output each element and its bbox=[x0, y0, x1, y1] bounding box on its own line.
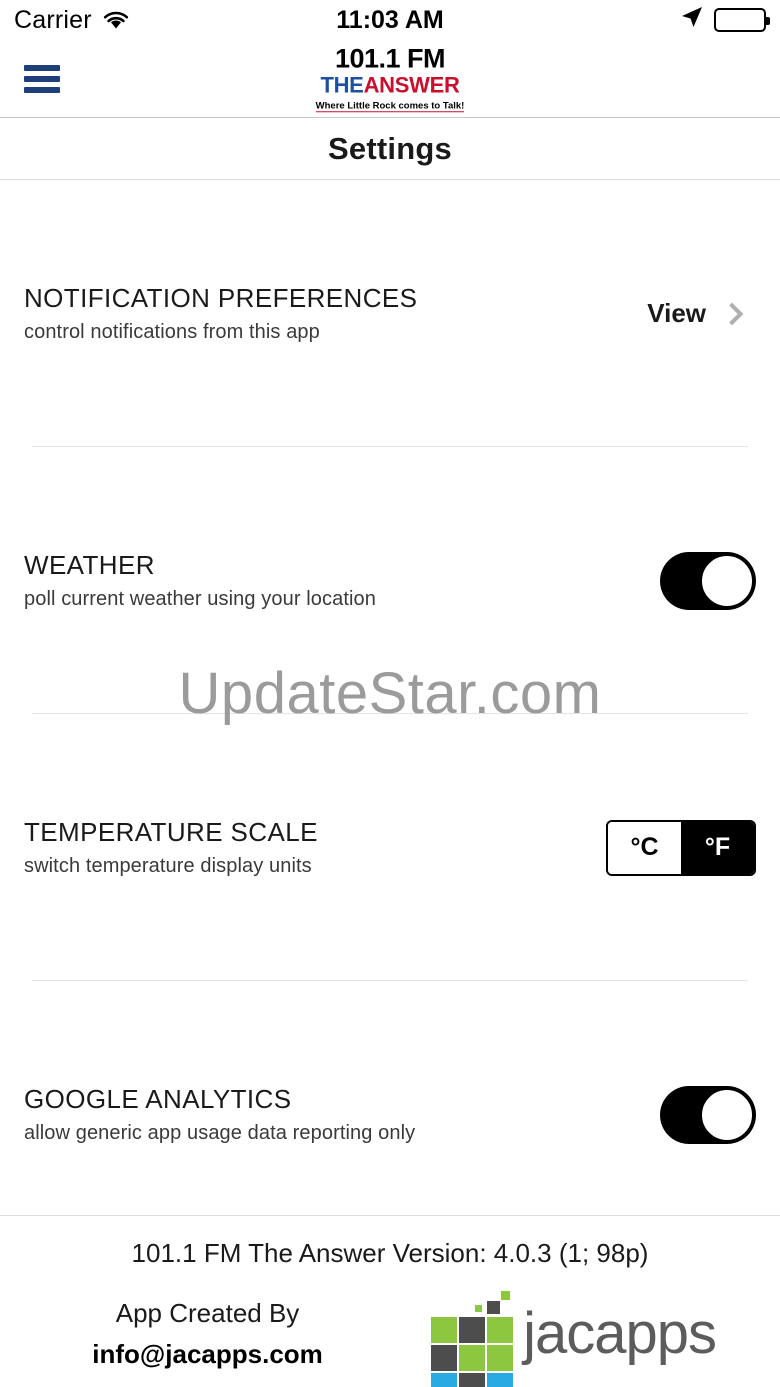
row-text-group bbox=[24, 1084, 660, 1145]
settings-row-google-analytics bbox=[0, 981, 780, 1248]
status-bar bbox=[0, 0, 780, 40]
row-title: GOOGLE ANALYTICS bbox=[24, 1084, 292, 1114]
footer bbox=[0, 1215, 780, 1387]
logo-name bbox=[280, 71, 500, 97]
row-text-group bbox=[24, 550, 660, 611]
row-subtitle: allow generic app usage data reporting only bbox=[24, 1122, 416, 1144]
view-button[interactable] bbox=[647, 298, 756, 329]
row-title: NOTIFICATION PREFERENCES bbox=[24, 283, 418, 313]
segment-fahrenheit[interactable]: °F bbox=[681, 822, 754, 874]
row-text-group bbox=[24, 283, 647, 344]
footer-credit bbox=[24, 1298, 431, 1370]
segment-celsius[interactable]: °C bbox=[608, 822, 681, 874]
settings-row-temperature-scale bbox=[0, 714, 780, 981]
row-subtitle: poll current weather using your location bbox=[24, 588, 376, 610]
hamburger-menu-icon[interactable] bbox=[24, 65, 60, 93]
jacapps-logo-icon bbox=[431, 1291, 517, 1377]
logo-frequency: 101.1 FM bbox=[334, 42, 446, 73]
battery-full-icon bbox=[714, 8, 766, 32]
row-text-group bbox=[24, 817, 606, 878]
page-title-bar bbox=[0, 118, 780, 180]
settings-row-weather bbox=[0, 447, 780, 714]
logo-tagline: Where Little Rock comes to Talk! bbox=[315, 99, 465, 111]
jacapps-logo[interactable] bbox=[431, 1291, 756, 1377]
logo-answer: ANSWER bbox=[363, 71, 460, 97]
row-title: TEMPERATURE SCALE bbox=[24, 817, 318, 847]
watermark: UpdateStar.com bbox=[178, 661, 602, 726]
view-button-label: View bbox=[647, 298, 706, 328]
google-analytics-toggle[interactable] bbox=[660, 1086, 756, 1144]
app-version-label: 101.1 FM The Answer Version: 4.0.3 (1; 98p) bbox=[131, 1238, 649, 1268]
toggle-knob bbox=[700, 1088, 754, 1142]
toggle-knob bbox=[700, 554, 754, 608]
temperature-scale-segmented-control[interactable] bbox=[606, 820, 756, 876]
support-email-link[interactable]: info@jacapps.com bbox=[92, 1339, 323, 1369]
station-logo bbox=[280, 42, 500, 113]
status-time: 11:03 AM bbox=[336, 5, 444, 34]
row-subtitle: control notifications from this app bbox=[24, 321, 320, 343]
chevron-right-icon bbox=[721, 302, 744, 325]
logo-the: THE bbox=[320, 71, 364, 97]
footer-bottom bbox=[0, 1291, 780, 1377]
settings-list bbox=[0, 180, 780, 1248]
row-subtitle: switch temperature display units bbox=[24, 855, 312, 877]
settings-row-notification-preferences[interactable] bbox=[0, 180, 780, 447]
weather-toggle[interactable] bbox=[660, 552, 756, 610]
created-by-label: App Created By bbox=[115, 1298, 300, 1328]
carrier-label: Carrier bbox=[14, 5, 92, 34]
jacapps-wordmark: jacapps bbox=[523, 1301, 716, 1366]
nav-bar bbox=[0, 40, 780, 118]
row-title: WEATHER bbox=[24, 550, 155, 580]
page-title: Settings bbox=[328, 130, 452, 166]
